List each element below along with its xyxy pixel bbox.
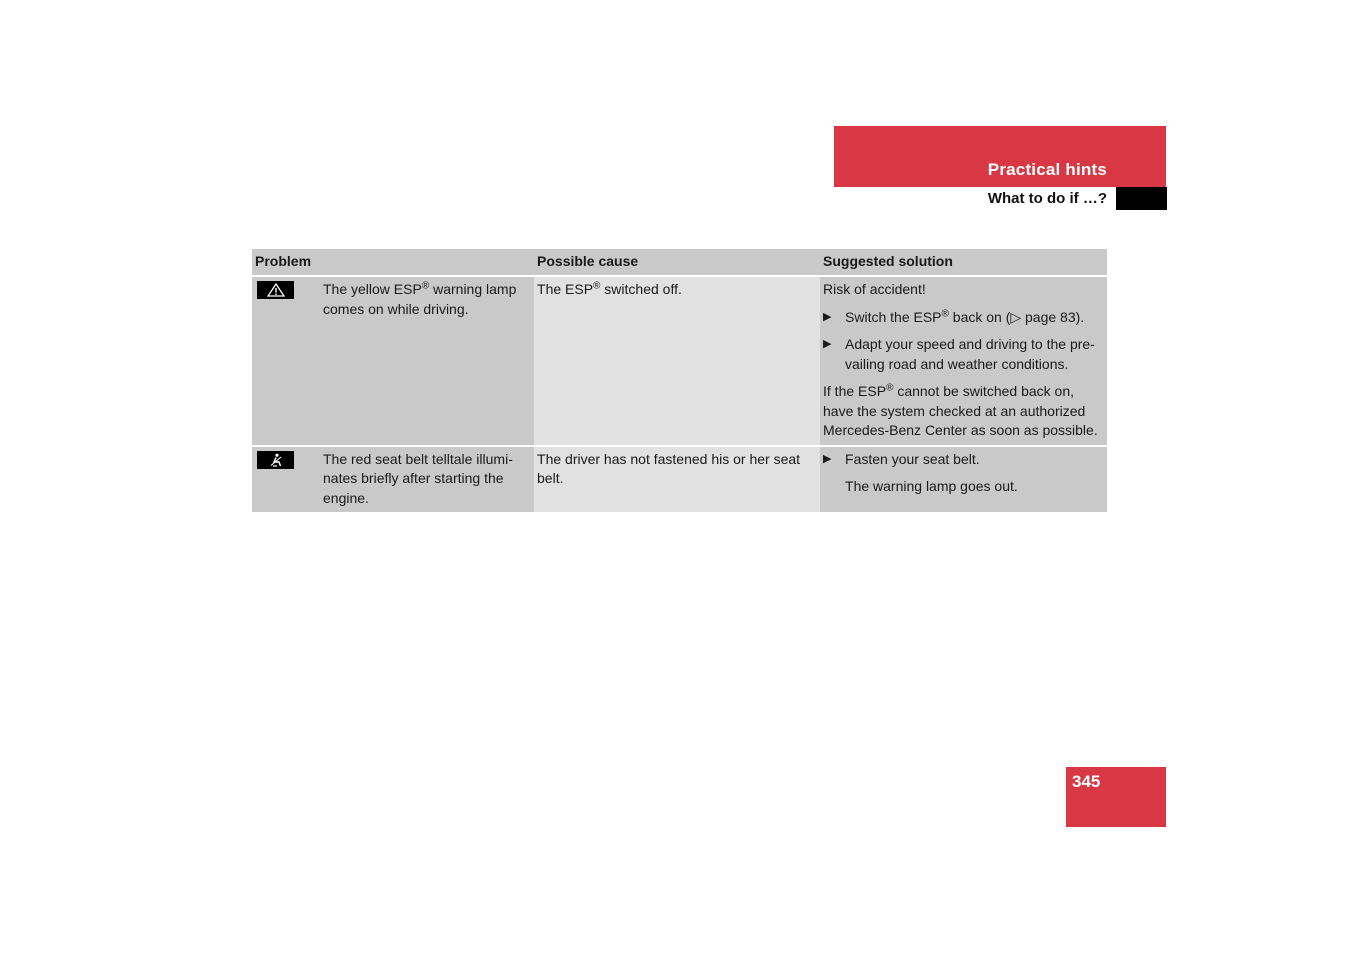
bullet-arrow-icon: ▶	[823, 452, 832, 465]
solution-cell	[820, 446, 1107, 513]
table-row	[252, 446, 1107, 513]
subsection-marker	[1116, 187, 1167, 210]
column-header-cause: Possible cause	[534, 249, 820, 276]
bullet-arrow-icon: ▶	[823, 338, 832, 350]
subsection-title: What to do if …?	[987, 190, 1107, 207]
problem-icon-cell	[252, 446, 320, 513]
problem-table	[252, 249, 1107, 512]
solution-step: ▶ Adapt your speed and driving to the pre-vailing road and weather conditions.	[823, 335, 1104, 374]
solution-result: The warning lamp goes out.	[845, 478, 1018, 494]
page-number-tab	[1066, 767, 1166, 827]
cause-text: The ESP® switched off.	[534, 276, 820, 446]
solution-step: ▶ Switch the ESP® back on (▷ page 83).	[823, 308, 1104, 328]
solution-intro: Risk of accident!	[823, 281, 926, 297]
problem-text: The yellow ESP® warning lamp comes on while driving.	[320, 276, 534, 446]
solution-step: ▶ Fasten your seat belt.	[823, 450, 1104, 470]
section-title: Practical hints	[987, 160, 1107, 179]
bullet-arrow-icon: ▶	[823, 310, 832, 323]
table-header-row	[252, 249, 1107, 276]
cause-text: The driver has not fastened his or her seat belt.	[534, 446, 820, 513]
warning-triangle-icon	[257, 281, 294, 299]
problem-text: The red seat belt telltale illumi-nates briefly after starting the engine.	[320, 446, 534, 513]
column-header-problem: Problem	[252, 249, 534, 276]
seat-belt-icon	[257, 451, 294, 469]
problem-icon-cell	[252, 276, 320, 446]
solution-note: If the ESP® cannot be switched back on, have the system checked at an authorized Mercedes-Benz Center as soon as possible.	[823, 382, 1098, 438]
table-row	[252, 276, 1107, 446]
column-header-solution: Suggested solution	[820, 249, 1107, 276]
page-number: 345	[1072, 772, 1101, 791]
solution-cell	[820, 276, 1107, 446]
section-header-bar	[834, 126, 1166, 187]
